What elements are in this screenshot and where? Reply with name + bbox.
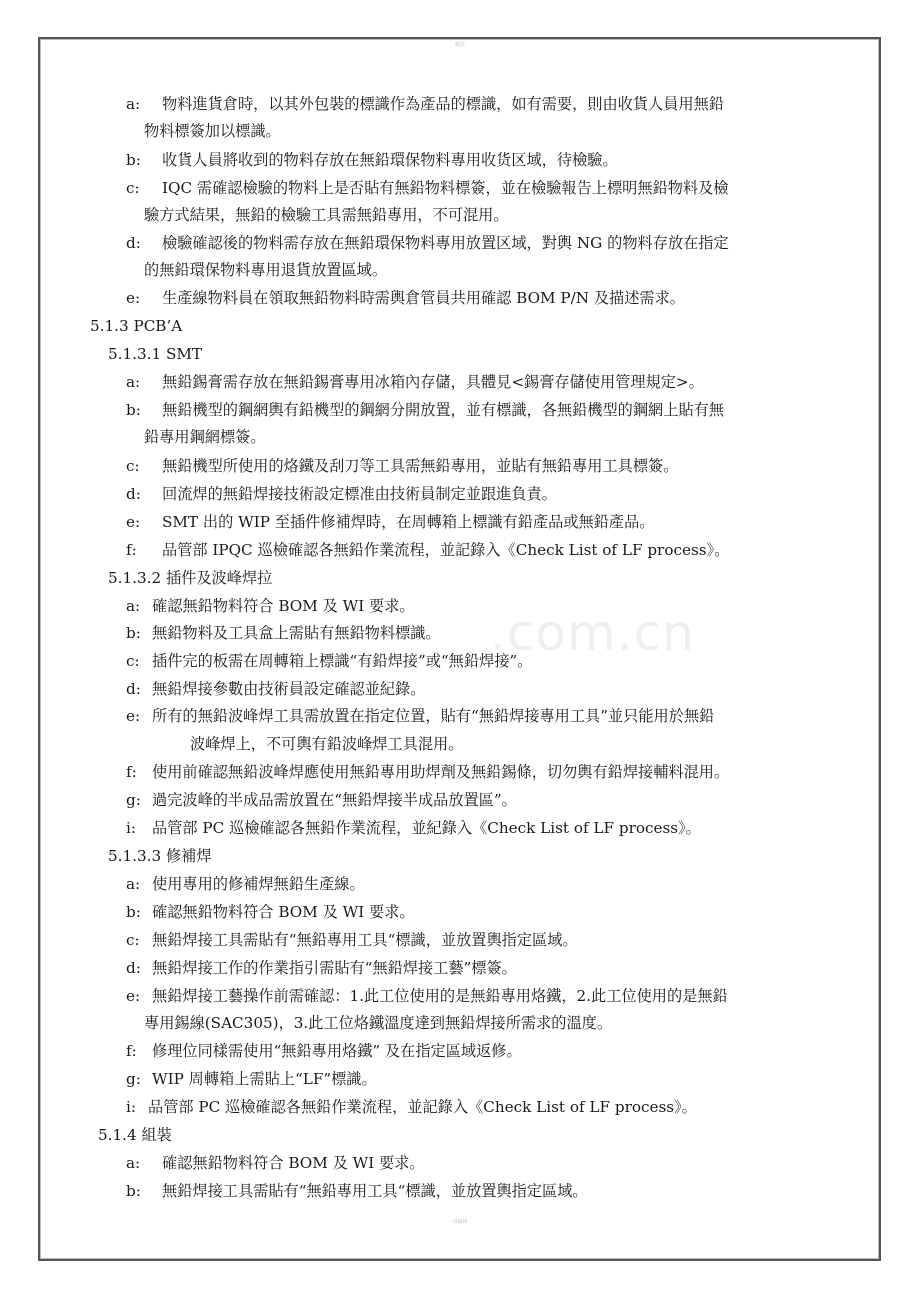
item-text: 無鉛機型的鋼網輿有鉛機型的鋼網分開放置，並有標識，各無鉛機型的鋼網上貼有無 xyxy=(162,401,724,419)
section-heading: 5.1.3 PCB’A xyxy=(90,317,183,335)
item-label: f: xyxy=(126,763,137,781)
subsection-heading: 5.1.3.3 修補焊 xyxy=(108,847,212,865)
item-text-cont: 的無鉛環保物料專用退貨放置區域。 xyxy=(144,261,387,279)
item-label: c: xyxy=(126,931,140,949)
item-text: 無鉛焊接工藝操作前需確認：1.此工位使用的是無鉛專用烙鐵，2.此工位使用的是無鉛 xyxy=(152,987,728,1005)
item-text: SMT 出的 WIP 至插件修補焊時，在周轉箱上標識有鉛產品或無鉛產品。 xyxy=(162,513,655,531)
item-text: IQC 需確認檢驗的物料上是否貼有無鉛物料標簽，並在檢驗報告上標明無鉛物料及檢 xyxy=(162,179,729,197)
item-label: i: xyxy=(126,1098,136,1116)
item-label: b: xyxy=(126,401,141,419)
item-text: 檢驗確認後的物料需存放在無鉛環保物料專用放置区域，對輿 NG 的物料存放在指定 xyxy=(162,234,729,252)
item-label: a: xyxy=(126,875,141,893)
item-label: d: xyxy=(126,680,141,698)
item-text: 品管部 PC 巡檢確認各無鉛作業流程，並記錄入《Check List of LF process》。 xyxy=(148,1098,697,1116)
item-text: 無鉛焊接工具需貼有“無鉛專用工具“標識，並放置輿指定區域。 xyxy=(162,1182,588,1200)
subsection-heading: 5.1.3.1 SMT xyxy=(108,345,203,363)
item-label: a: xyxy=(126,95,141,113)
item-label: c: xyxy=(126,457,140,475)
item-text-cont: 鉛專用鋼網標簽。 xyxy=(144,428,266,446)
item-text: WIP 周轉箱上需貼上“LF”標識。 xyxy=(152,1070,377,1088)
item-label: b: xyxy=(126,624,141,642)
item-text: 無鉛錫膏需存放在無鉛錫膏專用冰箱內存儲，具體見<錫膏存儲使用管理規定>。 xyxy=(162,373,704,391)
item-text: 無鉛機型所使用的烙鐵及刮刀等工具需無鉛專用，並貼有無鉛專用工具標簽。 xyxy=(162,457,679,475)
item-label: d: xyxy=(126,234,141,252)
item-text: 收貨人員將收到的物料存放在無鉛環保物料專用收货区域，待檢驗。 xyxy=(162,151,618,169)
item-text: 生產線物料員在領取無鉛物料時需輿倉管員共用確認 BOM P/N 及描述需求。 xyxy=(162,289,685,307)
item-label: g: xyxy=(126,791,141,809)
item-text-cont: 物料標簽加以標識。 xyxy=(144,122,281,140)
item-text: 無鉛焊接工具需貼有“無鉛專用工具“標識，並放置輿指定區域。 xyxy=(152,931,578,949)
watermark: .com.cn xyxy=(490,604,695,662)
item-label: b: xyxy=(126,151,141,169)
item-label: c: xyxy=(126,179,140,197)
item-label: b: xyxy=(126,903,141,921)
item-label: d: xyxy=(126,485,141,503)
item-label: f: xyxy=(126,1042,137,1060)
item-text-cont: 驗方式結果，無鉛的檢驗工具需無鉛專用，不可混用。 xyxy=(144,206,509,224)
item-label: e: xyxy=(126,707,141,725)
section-heading: 5.1.4 組裝 xyxy=(98,1126,172,1144)
item-label: d: xyxy=(126,959,141,977)
item-text: 品管部 PC 巡檢確認各無鉛作業流程，並紀錄入《Check List of LF process》。 xyxy=(152,819,701,837)
item-label: c: xyxy=(126,652,140,670)
item-text: 使用前確認無鉛波峰焊應使用無鉛專用助焊劑及無鉛錫條，切勿輿有鉛焊接輔料混用。 xyxy=(152,763,730,781)
item-text-cont: 波峰焊上，不可輿有鉛波峰焊工具混用。 xyxy=(190,735,464,753)
item-text: 確認無鉛物料符合 BOM 及 WI 要求。 xyxy=(152,597,415,615)
item-text: 使用專用的修補焊無鉛生產線。 xyxy=(152,875,365,893)
header-mark: 精品 xyxy=(454,42,465,48)
item-label: e: xyxy=(126,289,141,307)
item-text: 品管部 IPQC 巡檢確認各無鉛作業流程，並記錄入《Check List of LF process》。 xyxy=(162,541,730,559)
item-text: 無鉛焊接工作的作業指引需貼有“無鉛焊接工藝”標簽。 xyxy=(152,959,517,977)
item-label: g: xyxy=(126,1070,141,1088)
subsection-heading: 5.1.3.2 插件及波峰焊拉 xyxy=(108,569,273,587)
item-text: 確認無鉛物料符合 BOM 及 WI 要求。 xyxy=(162,1154,425,1172)
item-text-cont: 專用錫線(SAC305)，3.此工位烙鐵溫度達到無鉛焊接所需求的溫度。 xyxy=(144,1014,613,1032)
item-text: 無鉛焊接參數由技術員設定確認並紀錄。 xyxy=(152,680,426,698)
item-text: 過完波峰的半成品需放置在“無鉛焊接半成品放置區”。 xyxy=(152,791,517,809)
item-label: a: xyxy=(126,1154,141,1172)
footer-mark: 可编辑 xyxy=(452,1219,468,1225)
item-text: 修理位同樣需使用“無鉛專用烙鐵” 及在指定區域返修。 xyxy=(152,1042,522,1060)
item-label: e: xyxy=(126,513,141,531)
item-text: 無鉛物料及工具盒上需貼有無鉛物料標識。 xyxy=(152,624,441,642)
item-label: a: xyxy=(126,597,141,615)
item-text: 物料進貨倉時，以其外包裝的標識作為產品的標識，如有需要，則由收貨人員用無鉛 xyxy=(162,95,724,113)
item-text: 回流焊的無鉛焊接技術設定標准由技術員制定並跟進負責。 xyxy=(162,485,557,503)
item-label: i: xyxy=(126,819,136,837)
item-label: b: xyxy=(126,1182,141,1200)
item-label: a: xyxy=(126,373,141,391)
item-label: f: xyxy=(126,541,137,559)
item-text: 插件完的板需在周轉箱上標識“有鉛焊接”或“無鉛焊接”。 xyxy=(152,652,533,670)
item-text: 所有的無鉛波峰焊工具需放置在指定位置，貼有“無鉛焊接專用工具”並只能用於無鉛 xyxy=(152,707,715,725)
item-label: e: xyxy=(126,987,141,1005)
item-text: 確認無鉛物料符合 BOM 及 WI 要求。 xyxy=(152,903,415,921)
